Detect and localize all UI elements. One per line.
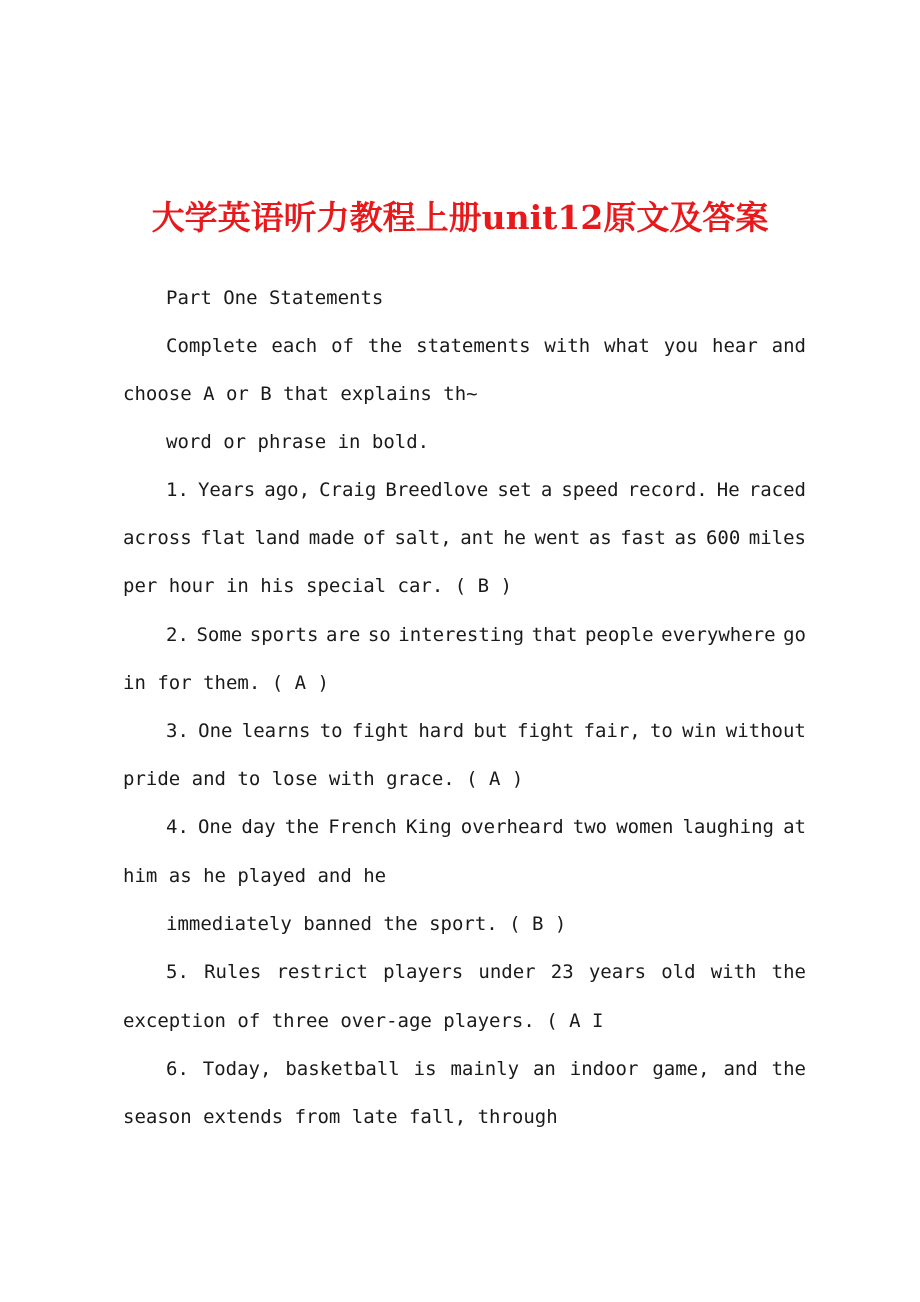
word: speed	[561, 479, 619, 501]
word: without	[725, 720, 806, 742]
word: ago,	[264, 479, 311, 501]
word: an	[532, 1058, 556, 1080]
word: mainly	[450, 1058, 520, 1080]
word: ant	[460, 527, 495, 549]
word: and	[771, 335, 806, 357]
word: with	[710, 961, 757, 983]
word: as	[588, 527, 612, 549]
word: laughing	[682, 816, 774, 838]
word: One	[197, 816, 233, 838]
word: years	[588, 961, 647, 983]
word: flat	[200, 527, 246, 549]
word: restrict	[276, 961, 368, 983]
item-4-line-2: him as he played and he	[123, 865, 387, 887]
word: is	[413, 1058, 437, 1080]
section-heading: Part One Statements	[166, 287, 384, 309]
word: the	[284, 816, 320, 838]
word: players	[383, 961, 464, 983]
word: but	[473, 720, 508, 742]
word: game,	[652, 1058, 710, 1080]
item-2-line-1	[166, 620, 806, 650]
word: 23	[550, 961, 574, 983]
item-3-line-2: pride and to lose with grace. ( A )	[123, 768, 524, 790]
word: 4.	[166, 816, 189, 838]
word: Some	[196, 624, 243, 646]
word: that	[531, 624, 578, 646]
word: overheard	[460, 816, 564, 838]
item-6-line-1	[166, 1054, 806, 1084]
word: what	[604, 335, 650, 357]
word: Complete	[166, 335, 258, 357]
word: 600	[705, 527, 741, 549]
word: to	[649, 720, 673, 742]
word: the	[771, 1058, 806, 1080]
word: of	[331, 335, 354, 357]
word: you	[663, 335, 699, 357]
word: across	[123, 527, 192, 549]
word: he	[503, 527, 526, 549]
word: day	[241, 816, 276, 838]
word: record.	[627, 479, 708, 501]
item-6-line-2: season extends from late fall, through	[123, 1106, 558, 1128]
word: sports	[249, 624, 319, 646]
word: basketball	[285, 1058, 400, 1080]
word: old	[661, 961, 696, 983]
word: and	[723, 1058, 758, 1080]
word: each	[271, 335, 318, 357]
word: with	[544, 335, 591, 357]
word: Today,	[202, 1058, 272, 1080]
word: indoor	[569, 1058, 639, 1080]
word: fight	[517, 720, 575, 742]
word: Rules	[204, 961, 262, 983]
word: Breedlove	[385, 479, 489, 501]
word: everywhere	[661, 624, 776, 646]
item-4-line-3: immediately banned the sport. ( B )	[166, 913, 567, 935]
instructions-line-1	[166, 331, 806, 361]
word: King	[405, 816, 452, 838]
word: French	[328, 816, 397, 838]
item-1-line-2	[123, 523, 806, 553]
document-title: 大学英语听力教程上册unit12原文及答案	[151, 198, 769, 237]
word: women	[616, 816, 674, 838]
word: at	[783, 816, 806, 838]
word: made	[308, 527, 355, 549]
word: to	[319, 720, 343, 742]
item-1-line-3: per hour in his special car. ( B )	[123, 575, 512, 597]
word: statements	[416, 335, 531, 357]
word: 1.	[166, 479, 189, 501]
item-2-line-2: in for them. ( A )	[123, 672, 329, 694]
word: set	[497, 479, 532, 501]
word: fast	[620, 527, 666, 549]
word: the	[367, 335, 403, 357]
word: are	[325, 624, 361, 646]
word: Years	[197, 479, 256, 501]
word: so	[367, 624, 391, 646]
word: under	[478, 961, 536, 983]
instructions-line-3: word or phrase in bold.	[166, 431, 430, 453]
word: miles	[748, 527, 806, 549]
word: hear	[712, 335, 758, 357]
word: the	[771, 961, 806, 983]
word: people	[584, 624, 654, 646]
word: Craig	[319, 479, 377, 501]
word: salt,	[394, 527, 452, 549]
word: as	[674, 527, 698, 549]
word: raced	[748, 479, 806, 501]
item-4-line-1	[166, 812, 806, 842]
item-1-line-1	[166, 475, 806, 505]
word: go	[783, 624, 806, 646]
word: hard	[418, 720, 465, 742]
word: One	[198, 720, 233, 742]
word: interesting	[398, 624, 525, 646]
instructions-line-2: choose A or B that explains th~	[123, 383, 478, 405]
word: learns	[241, 720, 311, 742]
word: of	[363, 527, 386, 549]
word: fight	[351, 720, 410, 742]
word: went	[534, 527, 581, 549]
word: two	[572, 816, 608, 838]
word: 2.	[166, 624, 189, 646]
word: He	[716, 479, 740, 501]
word: 3.	[166, 720, 189, 742]
word: fair,	[583, 720, 641, 742]
item-5-line-2: exception of three over-age players. ( A I	[123, 1010, 604, 1032]
item-5-line-1	[166, 957, 806, 987]
word: 6.	[166, 1058, 189, 1080]
word: win	[682, 720, 717, 742]
item-3-line-1	[166, 716, 806, 746]
word: land	[254, 527, 301, 549]
word: 5.	[166, 961, 189, 983]
word: a	[540, 479, 553, 501]
